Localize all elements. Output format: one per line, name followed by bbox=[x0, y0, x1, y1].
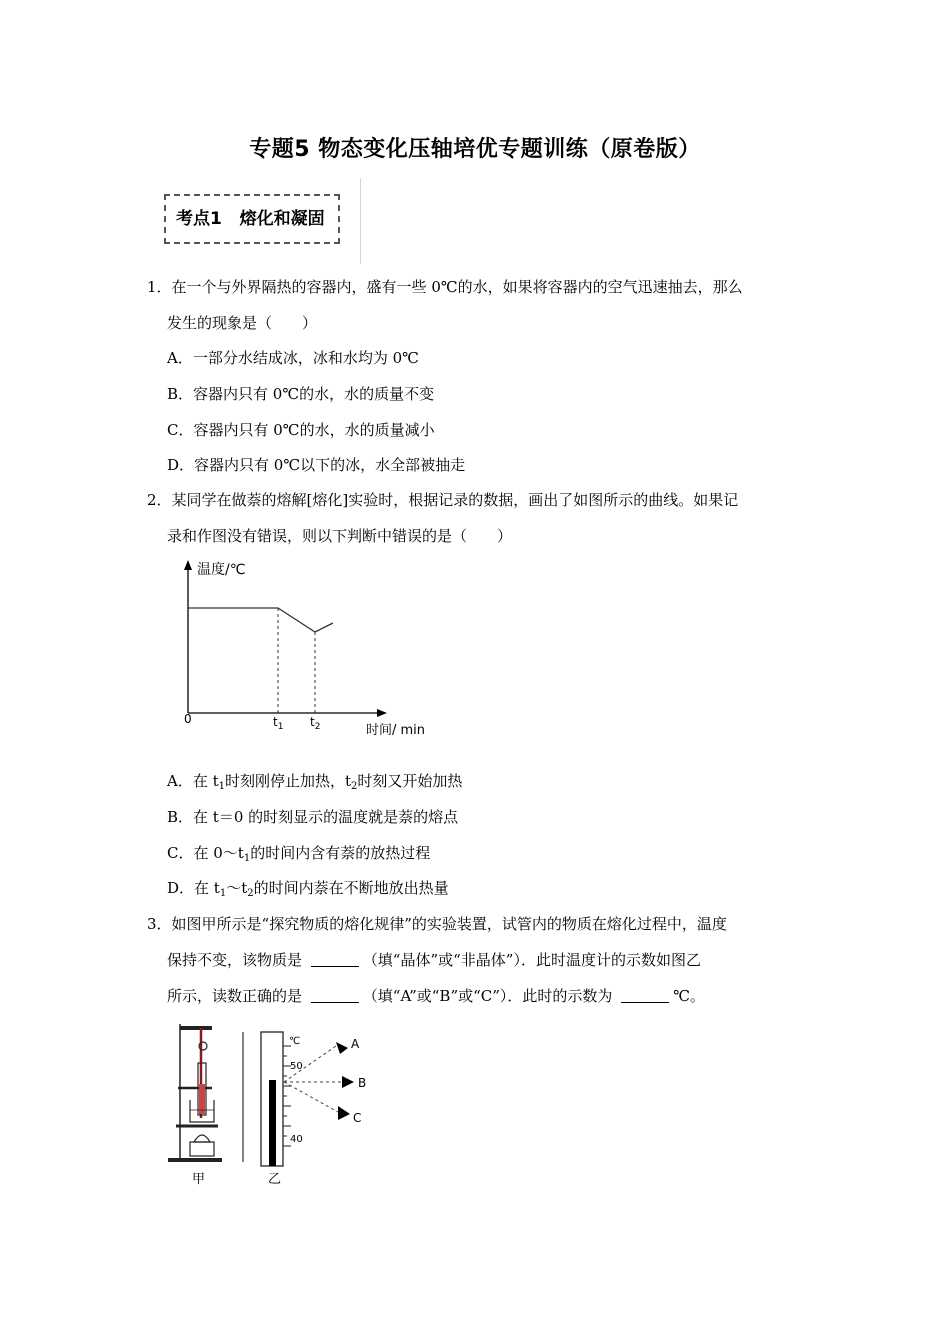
section-label bbox=[164, 194, 340, 244]
graph-t2-main: t bbox=[310, 715, 315, 729]
answer-blank-reading[interactable] bbox=[311, 988, 359, 1003]
q2-c-sub-1: 1 bbox=[243, 853, 251, 864]
q3-text-3b: （填“A”或“B”或“C”）．此时的示数为 bbox=[362, 987, 613, 1005]
q2-d-text-3: 的时间内萘在不断地放出热量 bbox=[253, 879, 449, 897]
label-jia: 甲 bbox=[192, 1172, 206, 1187]
temperature-time-graph bbox=[175, 558, 440, 743]
q1-option-b: B．容器内只有 0℃的水，水的质量不变 bbox=[167, 385, 435, 403]
tick-label-50: 50 bbox=[290, 1061, 303, 1072]
q2-option-d bbox=[167, 878, 449, 898]
graph-t1-main: t bbox=[273, 715, 278, 729]
q1-option-a: A．一部分水结成冰，冰和水均为 0℃ bbox=[167, 349, 419, 367]
eye-icon-c bbox=[338, 1106, 350, 1120]
q2-d-sub-1: 1 bbox=[219, 888, 227, 899]
q2-c-text-2: 的时间内含有萘的放热过程 bbox=[250, 844, 431, 862]
section-number: 考点1 bbox=[176, 209, 222, 229]
q1-stem-1: 在一个与外界隔热的容器内，盛有一些 0℃的水，如果将容器内的空气迅速抽去，那么 bbox=[171, 278, 743, 296]
graph-t2-label bbox=[310, 715, 320, 732]
q3-text-2a: 保持不变，该物质是 bbox=[167, 951, 303, 969]
graph-t1-label bbox=[273, 715, 283, 732]
q2-a-text-2: 时刻刚停止加热，t bbox=[225, 772, 352, 790]
q2-d-sub-2: 2 bbox=[247, 888, 254, 899]
q3-line2 bbox=[167, 950, 701, 970]
q1-line1 bbox=[147, 277, 743, 297]
q2-line1 bbox=[147, 490, 738, 510]
q2-c-text-1: C．在 0～t bbox=[167, 844, 244, 862]
graph-t2-sub: 2 bbox=[314, 722, 321, 732]
q2-a-text-1: A．在 t bbox=[167, 772, 219, 790]
q3-number: 3． bbox=[147, 915, 172, 933]
q1-option-c: C．容器内只有 0℃的水，水的质量减小 bbox=[167, 421, 435, 439]
thermometer-unit: ℃ bbox=[289, 1036, 301, 1047]
eye-label-a: A bbox=[351, 1037, 360, 1051]
q3-text-2b: （填“晶体”或“非晶体”）．此时温度计的示数如图乙 bbox=[362, 951, 701, 969]
q2-a-sub-1: 1 bbox=[218, 781, 226, 792]
eye-label-b: B bbox=[358, 1076, 367, 1090]
graph-y-label: 温度/℃ bbox=[197, 562, 246, 578]
q3-line1 bbox=[147, 914, 727, 934]
q1-option-d: D．容器内只有 0℃以下的冰，水全部被抽走 bbox=[167, 456, 466, 474]
graph-curve bbox=[188, 608, 333, 632]
q1-number: 1． bbox=[147, 278, 172, 296]
tick-label-40: 40 bbox=[290, 1134, 303, 1145]
graph-x-arrow bbox=[377, 709, 387, 717]
q3-text-1: 如图甲所示是“探究物质的熔化规律”的实验装置，试管内的物质在熔化过程中，温度 bbox=[171, 915, 727, 933]
graph-t1-sub: 1 bbox=[277, 722, 284, 732]
q2-stem-2: 录和作图没有错误，则以下判断中错误的是（ ） bbox=[167, 527, 513, 545]
q2-option-c bbox=[167, 843, 430, 863]
q2-a-sub-2: 2 bbox=[351, 781, 358, 792]
q3-text-3a: 所示，读数正确的是 bbox=[167, 987, 303, 1005]
label-yi: 乙 bbox=[268, 1172, 282, 1187]
page-title: 专题5 物态变化压轴培优专题训练（原卷版） bbox=[249, 137, 701, 162]
q1-stem-2: 发生的现象是（ ） bbox=[167, 314, 318, 332]
q3-text-3c: ℃。 bbox=[673, 987, 705, 1005]
graph-x-label: 时间/ min bbox=[366, 723, 426, 738]
q2-d-text-1: D．在 t bbox=[167, 879, 220, 897]
q2-stem-1: 某同学在做萘的熔解[熔化]实验时，根据记录的数据，画出了如图所示的曲线。如果记 bbox=[171, 491, 739, 509]
thermometer-yi bbox=[261, 1032, 291, 1166]
q2-d-text-2: ～t bbox=[226, 879, 248, 897]
divider bbox=[360, 178, 361, 264]
eye-icon-a bbox=[336, 1042, 348, 1054]
graph-origin: 0 bbox=[184, 712, 192, 726]
answer-blank-substance[interactable] bbox=[311, 952, 359, 967]
graph-y-arrow bbox=[184, 560, 192, 570]
q2-option-b: B．在 t＝0 的时刻显示的温度就是萘的熔点 bbox=[167, 808, 459, 826]
q2-number: 2． bbox=[147, 491, 172, 509]
q3-line3 bbox=[167, 986, 705, 1006]
section-name: 熔化和凝固 bbox=[239, 209, 325, 229]
sight-line-c bbox=[284, 1082, 338, 1112]
answer-blank-value[interactable] bbox=[621, 988, 669, 1003]
q2-option-a bbox=[167, 771, 462, 791]
experiment-figure bbox=[160, 1018, 380, 1190]
eye-label-c: C bbox=[353, 1111, 362, 1125]
q2-a-text-3: 时刻又开始加热 bbox=[357, 772, 463, 790]
apparatus-jia bbox=[168, 1024, 222, 1160]
eye-icon-b bbox=[342, 1076, 354, 1088]
